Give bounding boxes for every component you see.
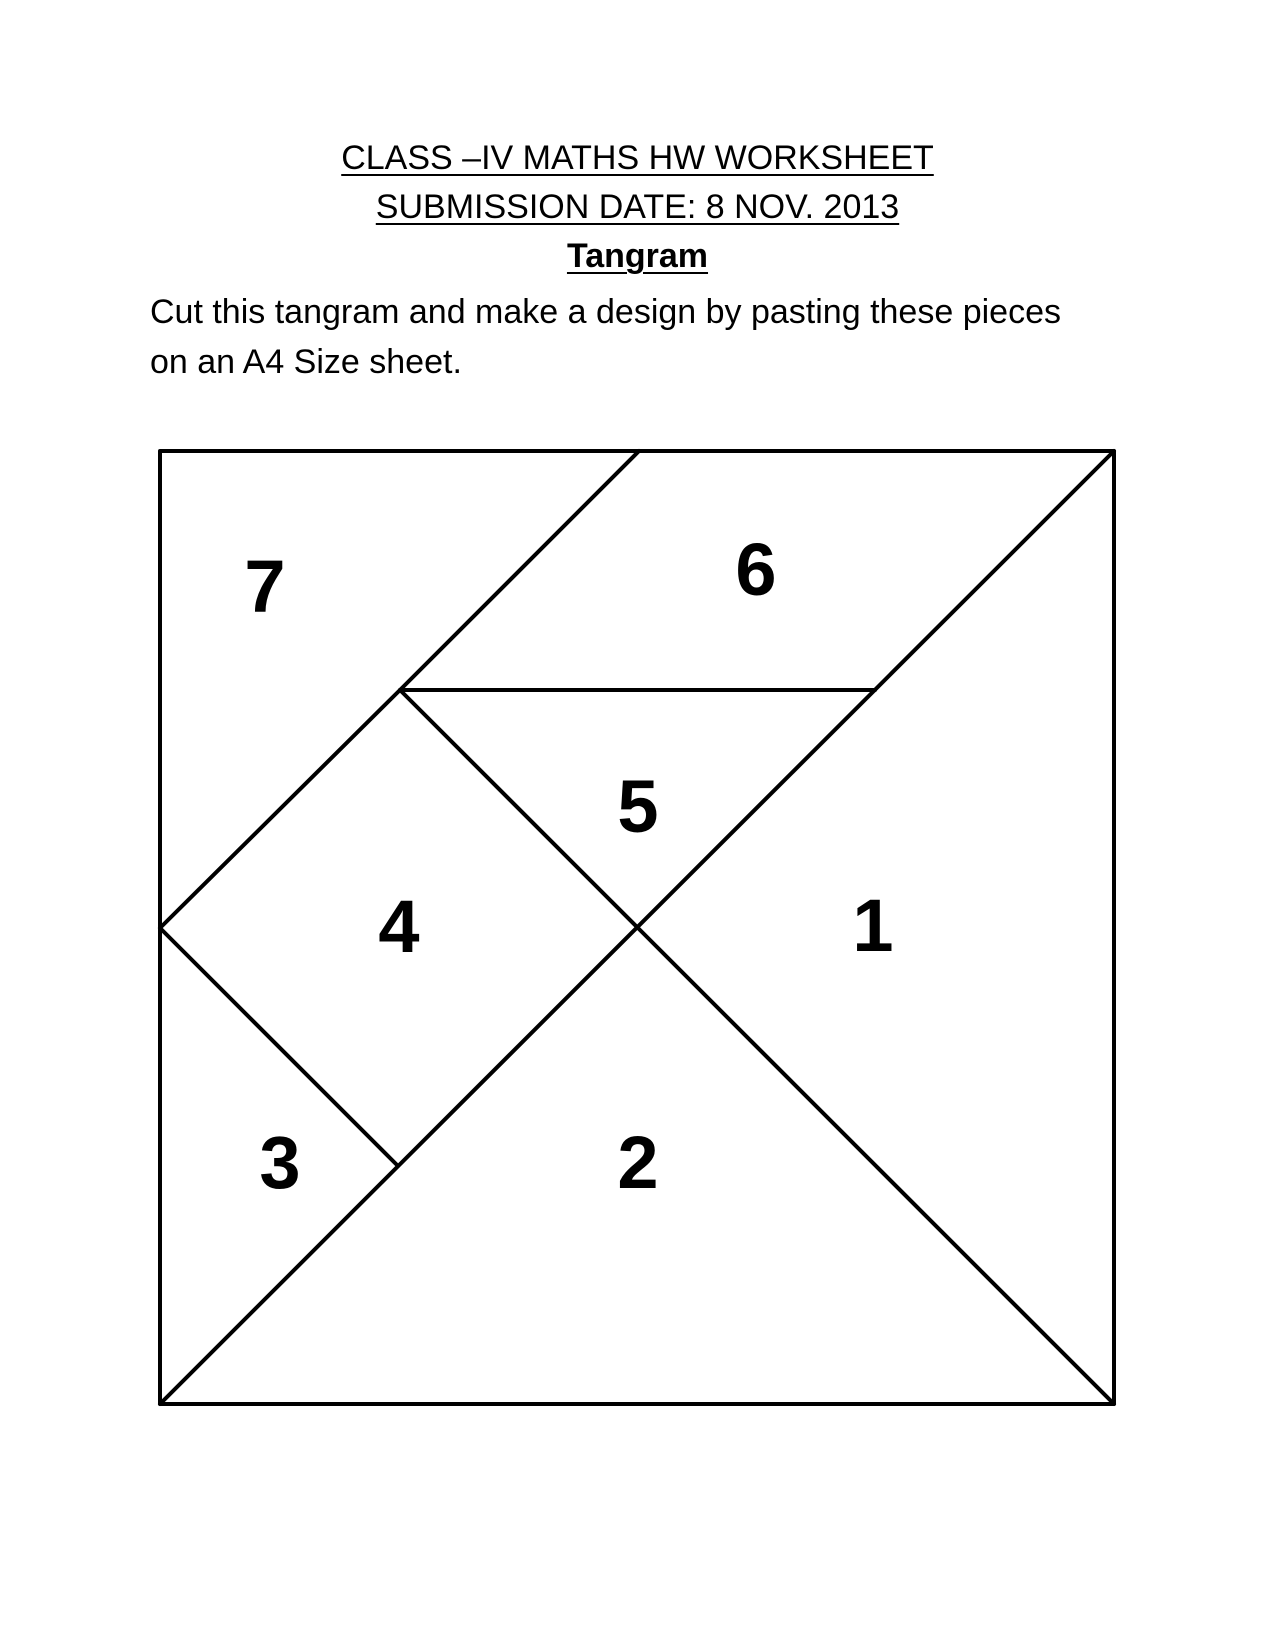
submission-date: SUBMISSION DATE: 8 NOV. 2013 — [375, 188, 900, 226]
tangram-outline — [160, 451, 1114, 1404]
piece-label-6: 6 — [735, 528, 777, 611]
diagonal-line-main — [160, 451, 1114, 1404]
worksheet-title: CLASS –IV MATHS HW WORKSHEET — [341, 139, 934, 177]
piece-label-1: 1 — [852, 884, 894, 967]
worksheet-topic: Tangram — [566, 237, 709, 275]
piece-label-4: 4 — [378, 885, 420, 968]
line-piece-4-5-divider — [400, 690, 638, 928]
line-piece-3-top — [160, 928, 398, 1166]
line-piece-4-left — [160, 690, 400, 928]
piece-label-5: 5 — [617, 765, 659, 848]
piece-label-7: 7 — [244, 545, 286, 628]
worksheet-instructions: Cut this tangram and make a design by pasting these pieces on an A4 Size sheet. — [150, 293, 1061, 381]
line-piece-7-upper — [400, 451, 639, 690]
piece-label-3: 3 — [259, 1121, 301, 1204]
piece-label-2: 2 — [617, 1121, 659, 1204]
line-piece-2-right — [638, 928, 1114, 1404]
